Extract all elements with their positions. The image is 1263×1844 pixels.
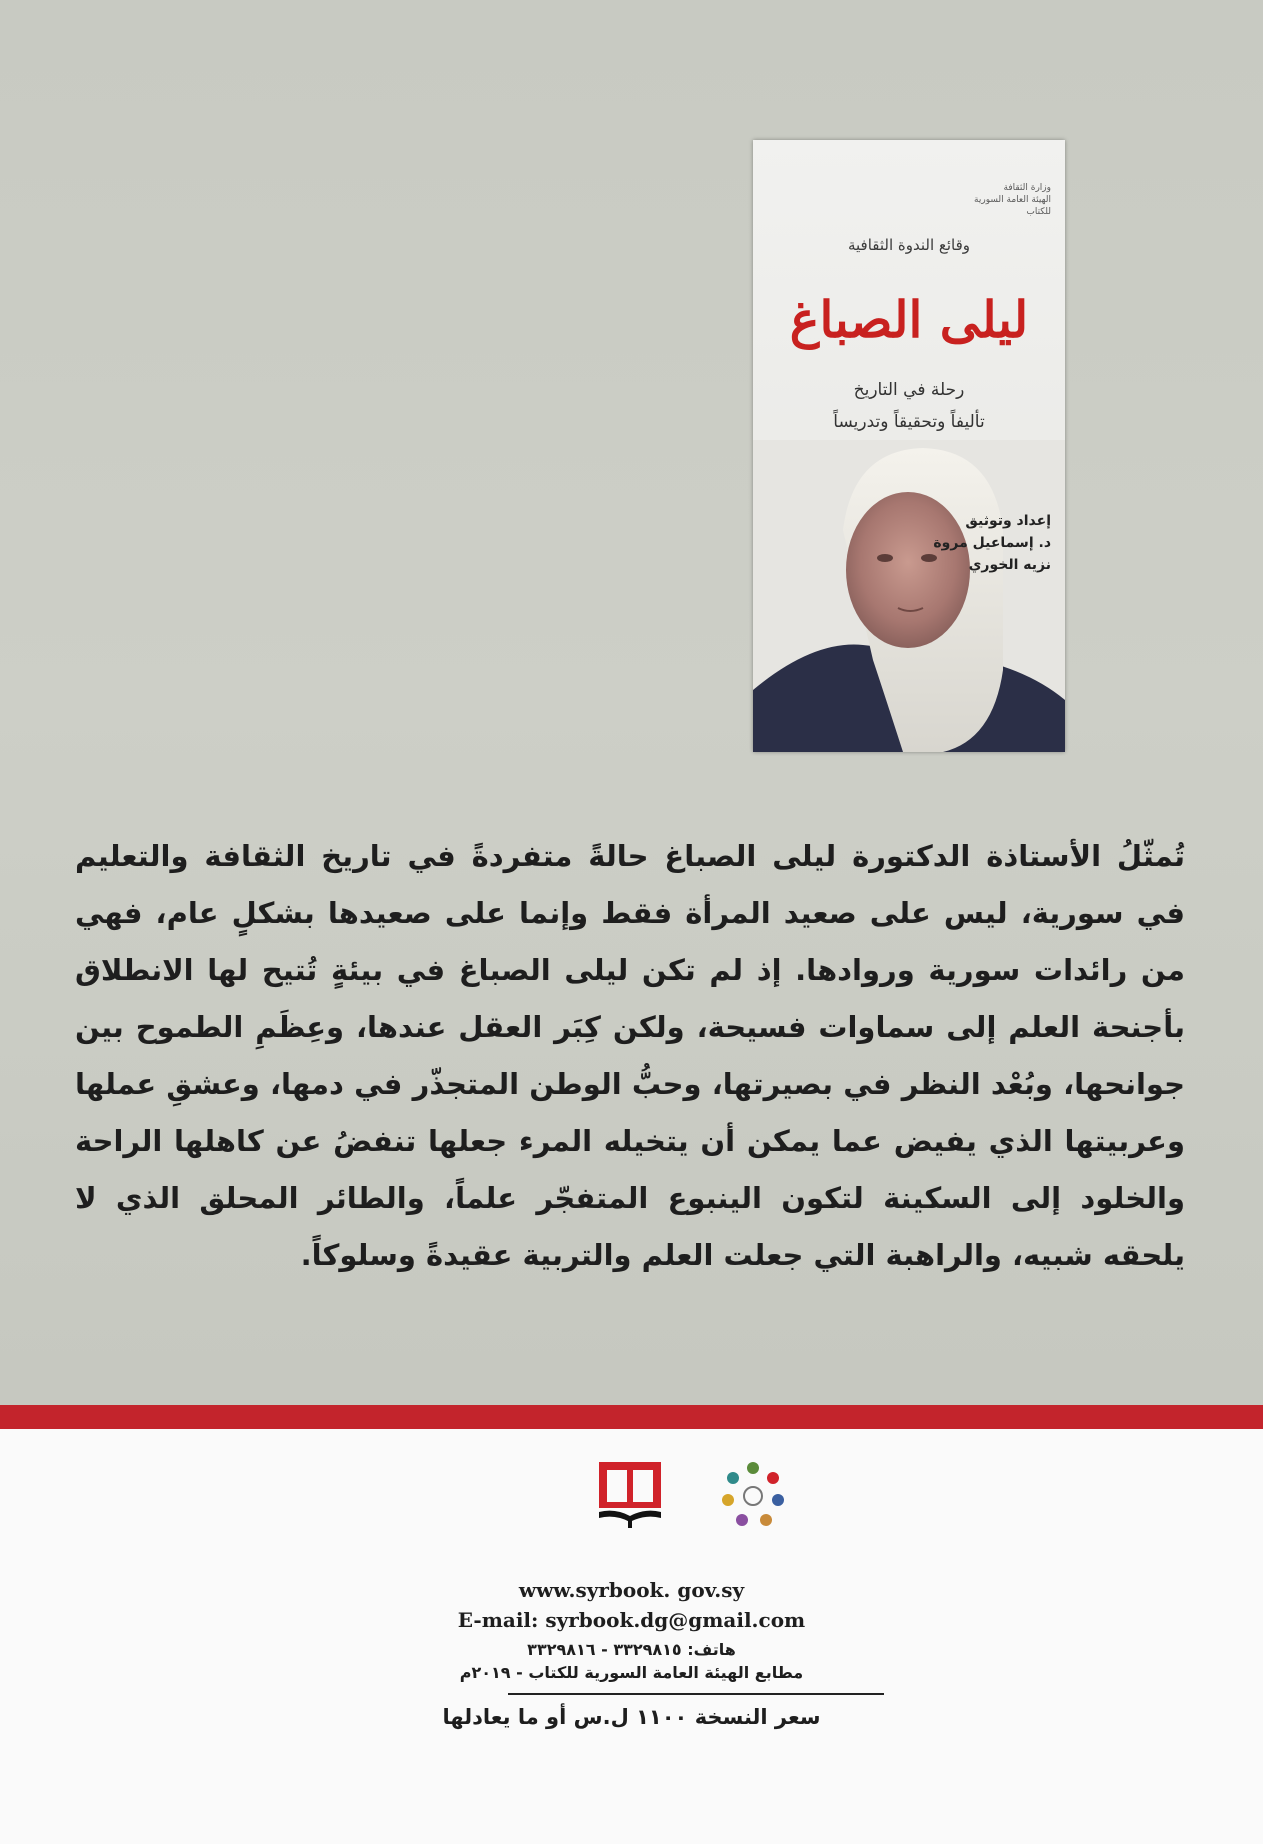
- credit-line: نزيه الخوري: [968, 557, 1051, 573]
- cover-subtitle-secondary: تأليفاً وتحقيقاً وتدريساً: [833, 412, 985, 432]
- credit-line: إعداد وتوثيق: [965, 513, 1051, 529]
- phone-numbers: هاتف: ٣٣٢٩٨١٥ - ٣٣٢٩٨١٦: [527, 1640, 736, 1659]
- credit-line: د. إسماعيل مروة: [933, 535, 1051, 551]
- red-divider-band: [0, 1405, 1263, 1429]
- cover-series-label: وقائع الندوة الثقافية: [847, 236, 971, 254]
- cover-credits: [933, 510, 1051, 576]
- contact-email[interactable]: E-mail: syrbook.dg@gmail.com: [457, 1608, 806, 1632]
- portrait-photo: [753, 440, 1065, 752]
- publisher-line: وزارة الثقافة: [1003, 183, 1051, 193]
- publisher-line: الهيئة العامة السورية للكتاب: [974, 195, 1051, 217]
- price-label: سعر النسخة ١١٠٠ ل.س أو ما يعادلها: [442, 1705, 821, 1729]
- cover-title: ليلى الصباغ: [789, 290, 1029, 349]
- book-blurb: تُمثّلُ الأستاذة الدكتورة ليلى الصباغ حالةً متفردةً في تاريخ الثقافة والتعليم في سورية، ليس على صعيد المرأة فقط وإنما على صعيدها بشكلٍ عام، فهي من رائدات سورية وروادها. إذ لم تكن ليلى الصباغ في بيئةٍ تُتيح لها الانطلاق بأجنحة العلم إلى سماوات فسيحة، ولكن كِبَر العقل عندها، وعِظَمِ الطموح بين جوانحها، وبُعْد النظر في بصيرتها، وحبُّ الوطن المتجذّر في دمها، وعشقِ عملها وعربيتها الذي يفيض عما يمكن أن يتخيله المرء جعلها تنفضُ عن كاهلها الراحة والخلود إلى السكينة لتكون الينبوع المتفجّر علماً، والطائر المحلق الذي لا يلحقه شبيه، والراهبة التي جعلت العلم والتربية عقيدةً وسلوكاً.: [75, 839, 1185, 1272]
- culture-ministry-logo-icon: [718, 1458, 788, 1538]
- website-url[interactable]: www.syrbook. gov.sy: [518, 1578, 745, 1602]
- cover-subtitle: رحلة في التاريخ: [853, 380, 965, 400]
- book-cover-image: [753, 140, 1065, 752]
- open-book-logo-icon: [595, 1458, 665, 1530]
- footer-divider: [508, 1693, 884, 1695]
- printer-info: مطابع الهيئة العامة السورية للكتاب - ٢٠١٩م: [459, 1663, 804, 1682]
- cover-publisher: [961, 182, 1051, 218]
